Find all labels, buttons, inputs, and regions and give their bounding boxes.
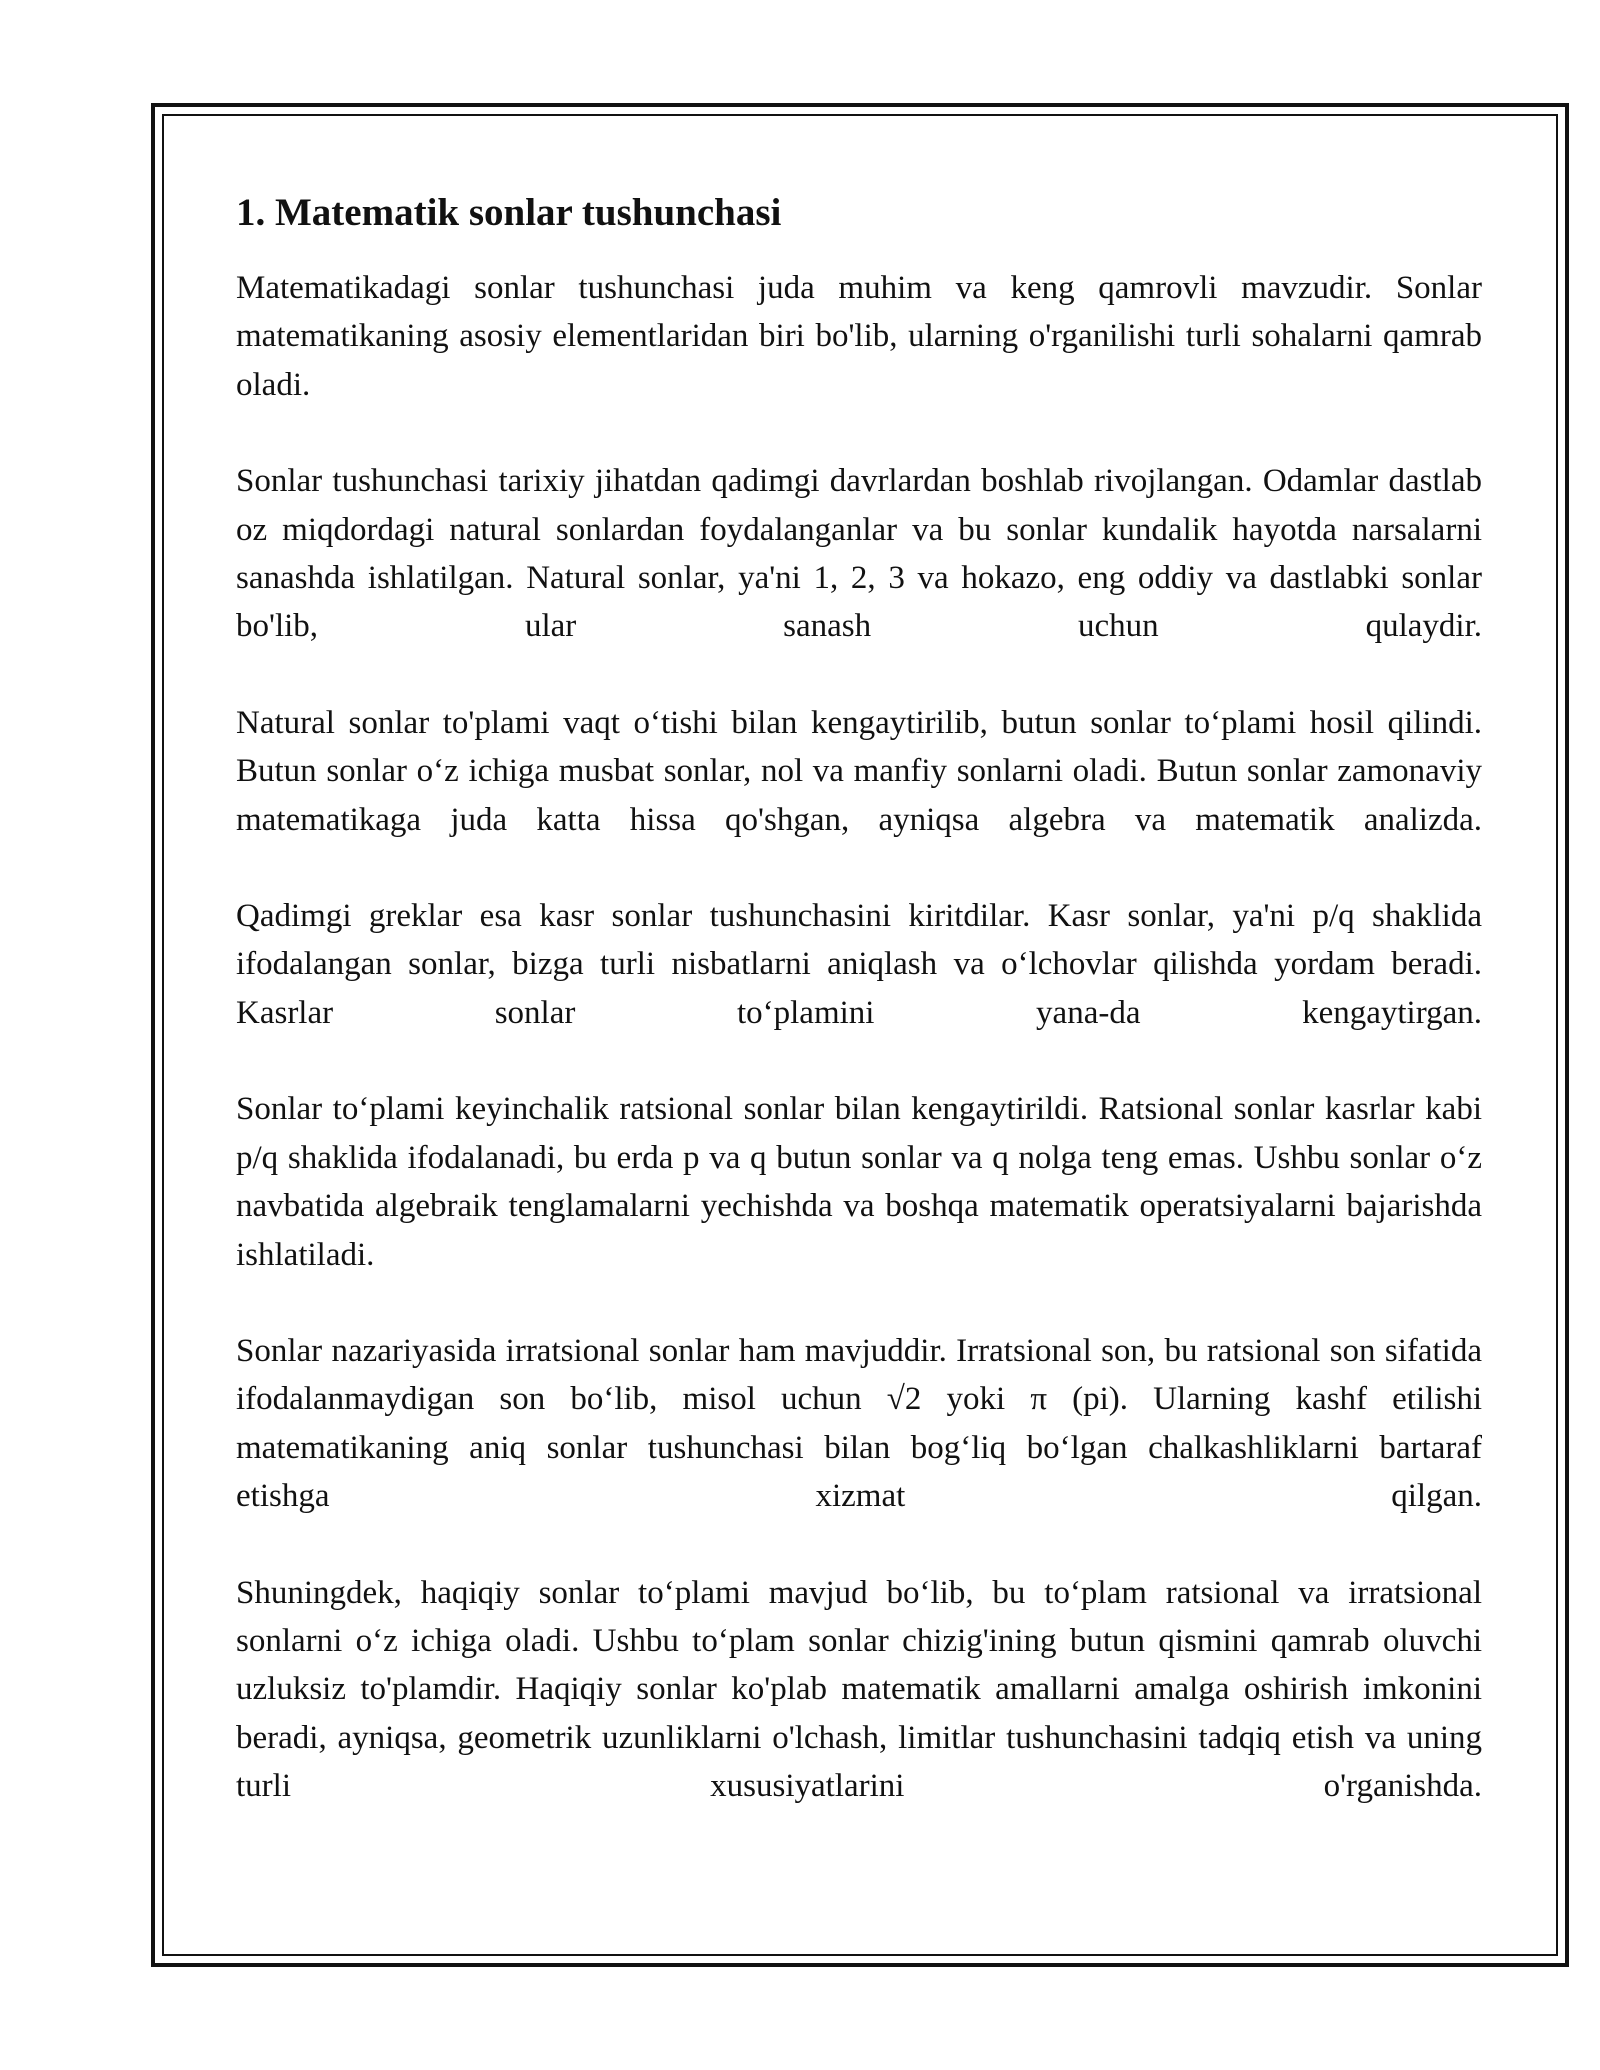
- paragraph-rational: Sonlar to‘plami keyinchalik ratsional sonlar bilan kengaytirildi. Ratsional sonlar kasrlar kabi p/q shaklida ifodalanadi, bu erda p va q butun sonlar va q nolga teng emas. Ushbu sonlar o‘z navbatida algebraik tenglamalarni yechishda va boshqa matematik operatsiyalarni bajarishda ishlatiladi.: [236, 1091, 1482, 1273]
- paragraph-intro: Matematikadagi sonlar tushunchasi juda muhim va keng qamrovli mavzudir. Sonlar matematikaning asosiy elementlaridan biri bo'lib, ularning o'rganilishi turli sohalarni qamrab oladi.: [236, 270, 1482, 403]
- document-title: 1. Matematik sonlar tushunchasi: [236, 191, 782, 234]
- document-body: [236, 188, 1482, 1859]
- paragraph-real: Shuningdek, haqiqiy sonlar to‘plami mavjud bo‘lib, bu to‘plam ratsional va irratsional sonlarni o‘z ichiga oladi. Ushbu to‘plam sonlar chizig'ining butun qismini qamrab oluvchi uzluksiz to'plamdir. Haqiqiy sonlar ko'plab matematik amallarni amalga oshirish imkonini beradi, ayniqsa, geometrik uzunliklarni o'lchash, limitlar tushunchasini tadqiq etish va uning turli xususiyatlarini o'rganishda.: [236, 1574, 1482, 1805]
- paragraph-integers: Natural sonlar to'plami vaqt o‘tishi bilan kengaytirilib, butun sonlar to‘plami hosil qilindi. Butun sonlar o‘z ichiga musbat sonlar, nol va manfiy sonlarni oladi. Butun sonlar zamonaviy matematikaga juda katta hissa qo'shgan, ayniqsa algebra va matematik analizda.: [236, 704, 1482, 838]
- paragraph-irrational: Sonlar nazariyasida irratsional sonlar ham mavjuddir. Irratsional son, bu ratsional son sifatida ifodalanmaydigan son bo‘lib, misol uchun √2 yoki π (pi). Ularning kashf etilishi matematikaning aniq sonlar tushunchasi bilan bog‘liq bo‘lgan chalkashliklarni bartaraf etishga xizmat qilgan.: [236, 1332, 1482, 1515]
- paragraph-history: Sonlar tushunchasi tarixiy jihatdan qadimgi davrlardan boshlab rivojlangan. Odamlar dastlab oz miqdordagi natural sonlardan foydalanganlar va bu sonlar kundalik hayotda narsalarni sanashda ishlatilgan. Natural sonlar, ya'ni 1, 2, 3 va hokazo, eng oddiy va dastlabki sonlar bo'lib, ular sanash uchun qulaydir.: [236, 463, 1482, 645]
- paragraph-fractions: Qadimgi greklar esa kasr sonlar tushunchasini kiritdilar. Kasr sonlar, ya'ni p/q shaklida ifodalangan sonlar, bizga turli nisbatlarni aniqlash va o‘lchovlar qilishda yordam beradi. Kasrlar sonlar to‘plamini yana-da kengaytirgan.: [236, 898, 1482, 1031]
